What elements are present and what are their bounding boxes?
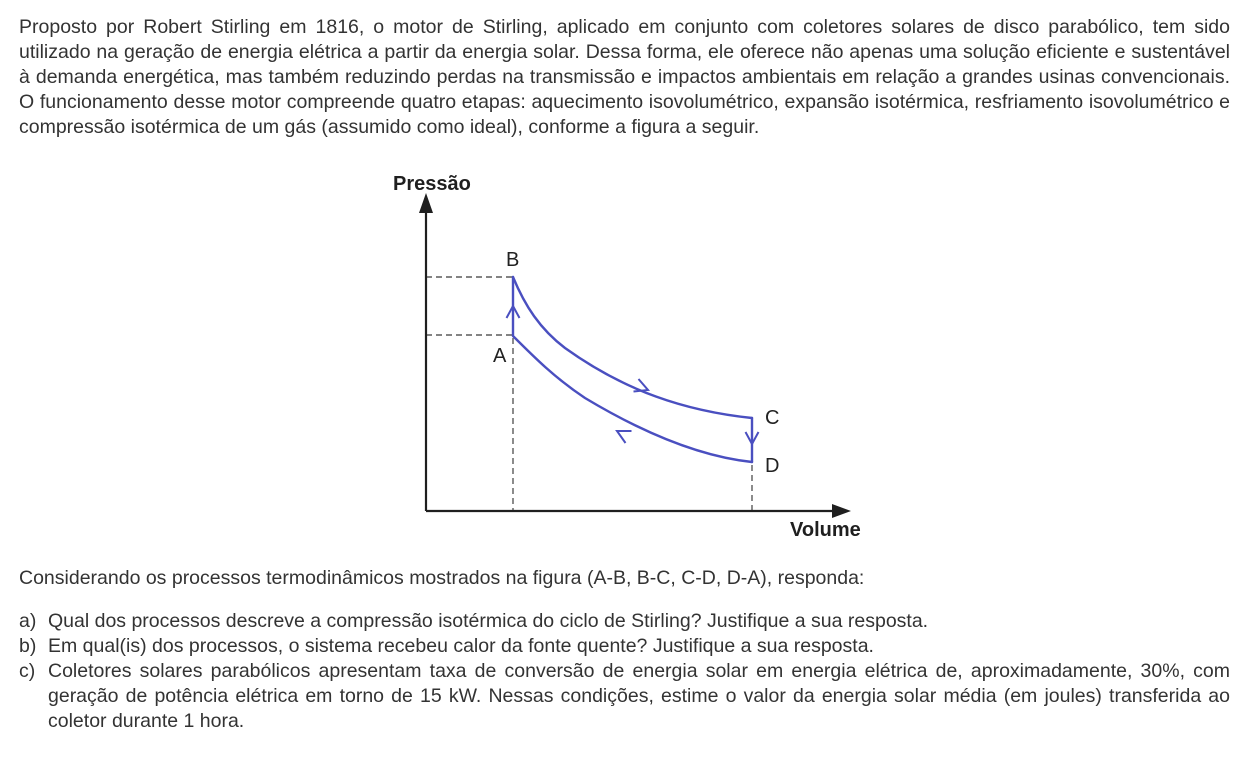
da-left-arrow-icon	[617, 431, 632, 443]
pv-diagram-svg	[385, 166, 865, 546]
question-text: Coletores solares parabólicos apresentam taxa de conversão de energia solar em energia elétrica de, aproximadamente, 30%, com geração de potência elétrica em torno de 15 kW. Nessas condições, estime o valor da energia solar média (em joules) transferida ao coletor durante 1 hora.	[48, 660, 1230, 732]
question-item-c	[19, 659, 1230, 734]
instruction-line: Considerando os processos termodinâmicos mostrados na figura (A-B, B-C, C-D, D-A), responda:	[19, 567, 865, 589]
question-item-a	[19, 609, 1230, 634]
x-axis-arrowhead-icon	[832, 504, 851, 518]
question-marker: a)	[19, 610, 37, 632]
question-text: Qual dos processos descreve a compressão isotérmica do ciclo de Stirling? Justifique a sua resposta.	[48, 610, 929, 632]
question-marker: c)	[19, 660, 36, 682]
point-c-label: C	[765, 407, 780, 429]
pv-diagram	[385, 166, 865, 546]
point-b-label: B	[506, 249, 520, 271]
point-d-label: D	[765, 455, 780, 477]
question-list	[19, 609, 1230, 734]
question-marker: b)	[19, 635, 37, 657]
question-text: Em qual(is) dos processos, o sistema recebeu calor da fonte quente? Justifique a sua resposta.	[48, 635, 874, 657]
y-axis-arrowhead-icon	[419, 193, 433, 213]
pressure-axis-label: Pressão	[393, 173, 471, 195]
intro-paragraph: Proposto por Robert Stirling em 1816, o motor de Stirling, aplicado em conjunto com coletores solares de disco parabólico, tem sido utilizado na geração de energia elétrica a partir da energia solar. Dessa forma, ele oferece não apenas uma solução eficiente e sustentável à demanda energética, mas também reduzindo perdas na transmissão e impactos ambientais em relação a grandes usinas convencionais. O funcionamento desse motor compreende quatro etapas: aquecimento isovolumétrico, expansão isotérmica, resfriamento isovolumétrico e compressão isotérmica de um gás (assumido como ideal), conforme a figura a seguir.	[19, 16, 1230, 138]
point-a-label: A	[493, 345, 507, 367]
volume-axis-label: Volume	[790, 519, 861, 541]
question-item-b	[19, 634, 1230, 659]
process-da-curve	[513, 336, 752, 462]
process-bc-curve	[513, 277, 752, 418]
